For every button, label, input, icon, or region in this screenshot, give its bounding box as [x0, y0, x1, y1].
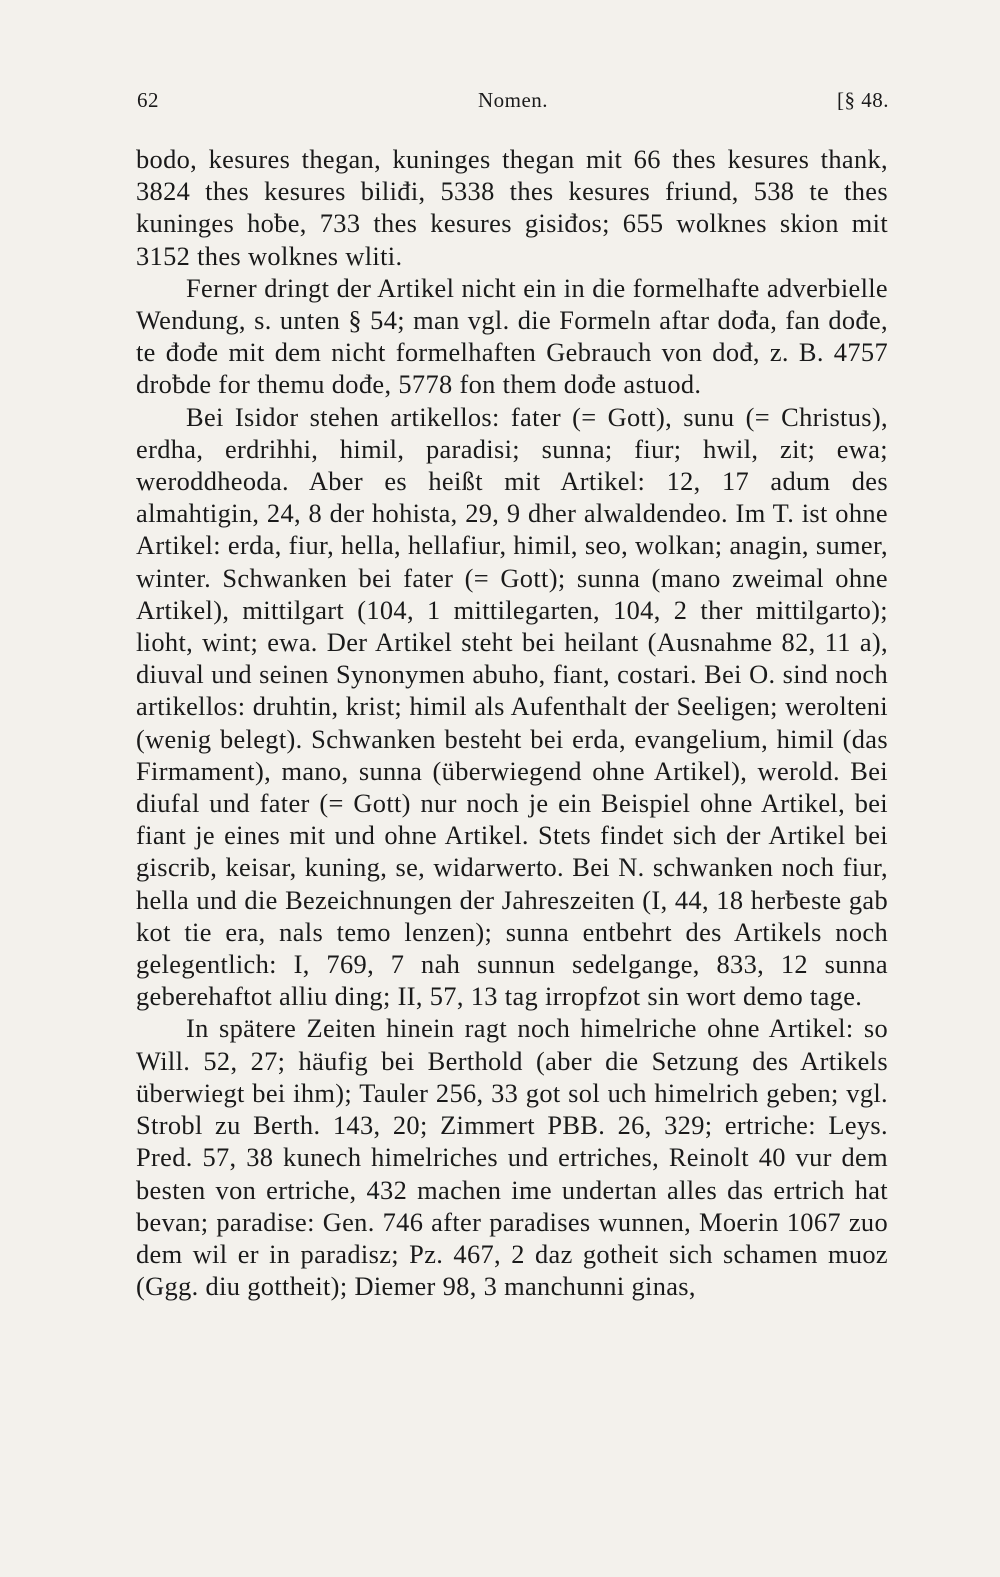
running-title: Nomen. — [477, 88, 549, 112]
paragraph-spaetere-zeiten: In spätere Zeiten hinein ragt noch himelriche ohne Artikel: so Will. 52, 27; häufig bei Berthold (aber die Setzung des Artikels überwiegt bei ihm); Tauler 256, 33 got sol uch himelrich geben; vgl. Strobl zu Berth. 143, 20; Zimmert PBB. 26, 329; ertriche: Leys. Pred. 57, 38 kunech himelriches und ertriches, Reinolt 40 vur dem besten von ertriche, 432 machen ime undertan alles das ertrich hat bevan; paradise: Gen. 746 after paradises wunnen, Moerin 1067 zuo dem wil er in paradisz; Pz. 467, 2 daz gotheit sich schamen muoz (Ggg. diu gottheit); Diemer 98, 3 manchunni ginas, — [136, 1013, 888, 1302]
paragraph-isidor: Bei Isidor stehen artikellos: fater (= Gott), sunu (= Christus), erdha, erdrihhi, himil, paradisi; sunna; fiur; hwil, zit; ewa; weroddheoda. Aber es heißt mit Artikel: 12, 17 adum des almahtigin, 24, 8 der hohista, 29, 9 dher alwaldendeo. Im T. ist ohne Artikel: erda, fiur, hella, hellafiur, himil, seo, wolkan; anagin, sumer, winter. Schwanken bei fater (= Gott); sunna (mano zweimal ohne Artikel), mittilgart (104, 1 mittilegarten, 104, 2 ther mittilgarto); lioht, wint; ewa. Der Artikel steht bei heilant (Ausnahme 82, 11 a), diuval und seinen Synonymen abuho, fiant, costari. Bei O. sind noch artikellos: druhtin, krist; himil als Aufenthalt der Seeligen; werolteni (wenig belegt). Schwanken besteht bei erda, evangelium, himil (das Firmament), mano, sunna (überwiegend ohne Artikel), werold. Bei diufal und fater (= Gott) nur noch je ein Beispiel ohne Artikel, bei fiant je eines mit und ohne Artikel. Stets findet sich der Artikel bei giscrib, keisar, kuning, se, widarwerto. Bei N. schwanken noch fiur, hella und die Bezeichnungen der Jahreszeiten (I, 44, 18 herƀeste gab kot tie era, nals temo lenzen); sunna entbehrt des Artikels noch gelegentlich: I, 769, 7 nah sunnun sedelgange, 833, 12 sunna geberehaftot alliu ding; II, 57, 13 tag irropfzot sin wort demo tage. — [136, 401, 888, 1012]
running-head — [137, 88, 889, 122]
page-number: 62 — [137, 88, 159, 112]
paragraph-formelhafte: Ferner dringt der Artikel nicht ein in die formelhafte adverbielle Wendung, s. unten § 54; man vgl. die Formeln aftar dođa, fan dođe, te đođe mit dem nicht formelhaften Gebrauch von dođ, z. B. 4757 droƀde for themu dođe, 5778 fon them dođe astuod. — [136, 272, 888, 400]
paragraph-continuation: bodo, kesures thegan, kuninges thegan mit 66 thes kesures thank, 3824 thes kesures biliđi, 5338 thes kesures friund, 538 te thes kuninges hoƀe, 733 thes kesures gisiđos; 655 wolknes skion mit 3152 thes wolknes wliti. — [136, 144, 888, 271]
body-text — [136, 143, 888, 1302]
section-marker: [§ 48. — [837, 88, 889, 112]
